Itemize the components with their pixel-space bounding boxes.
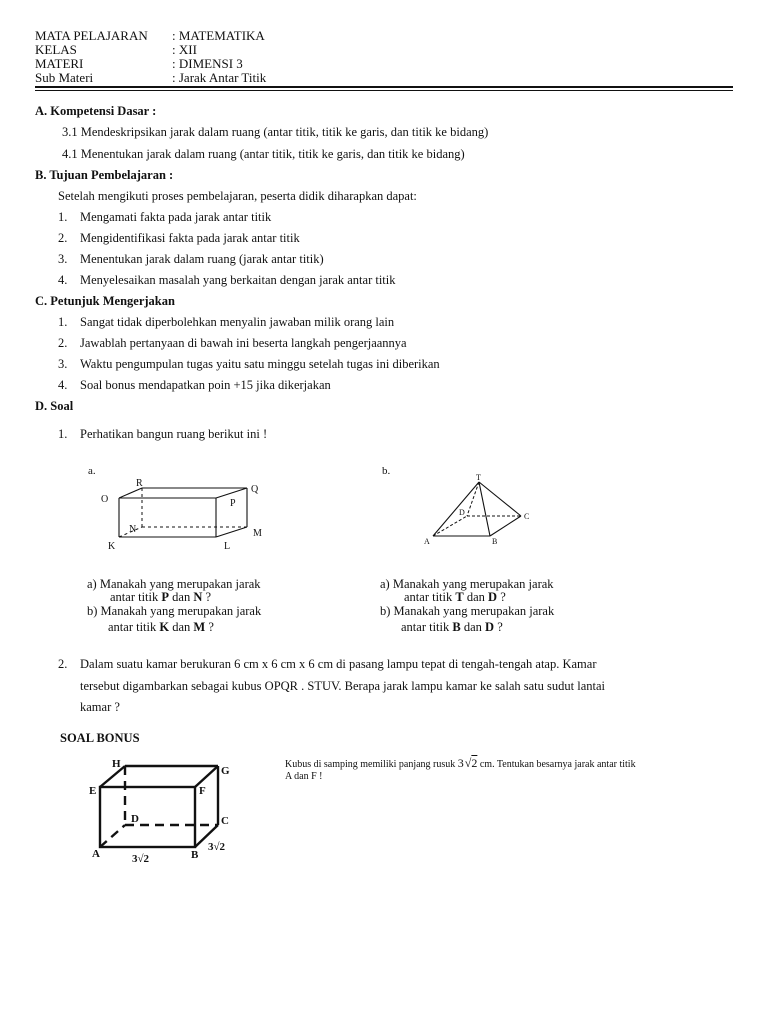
header-key-submaterial: Sub Materi [35, 70, 94, 85]
point-label-D: D [459, 508, 465, 517]
list-item [58, 315, 394, 330]
section-c-title: C. Petunjuk Mengerjakan [35, 294, 175, 308]
point-label-H: H [112, 758, 121, 770]
list-number: 3. [58, 357, 68, 371]
list-item [58, 357, 440, 372]
section-d-title: D. Soal [35, 399, 74, 413]
list-item [58, 231, 300, 246]
header-value-material: : DIMENSI 3 [172, 56, 243, 71]
list-text: Mengidentifikasi fakta pada jarak antar titik [80, 231, 300, 245]
point-label-D: D [131, 813, 139, 825]
point-label-C: C [221, 815, 229, 827]
bonus-title: SOAL BONUS [60, 731, 140, 745]
point-label-A: A [92, 848, 100, 860]
point-label-E: E [89, 785, 97, 797]
edge-label-bottom: 3√2 [132, 853, 150, 865]
list-item [58, 273, 396, 288]
header-rule-thin [35, 90, 733, 91]
bonus-text-line2: A dan F ! [285, 771, 323, 782]
figure-b-label: b. [382, 465, 391, 477]
point-label-M: M [253, 528, 262, 539]
fig-b-question-b-line2: antar titik B dan D ? [401, 620, 503, 634]
header-key-material: MATERI [35, 56, 84, 71]
list-number: 4. [58, 378, 68, 392]
pyramid-figure-b [418, 472, 543, 552]
question-2-line: Dalam suatu kamar berukuran 6 cm x 6 cm x 6 cm di pasang lampu tepat di tengah-tengah atap. Kamar [80, 657, 597, 671]
point-label-T: T [476, 473, 481, 482]
cube-figure-bonus [85, 752, 245, 870]
bonus-text-line1: Kubus di samping memiliki panjang rusuk 3 √2 cm. Tentukan besarnya jarak antar titik [285, 756, 636, 770]
fig-a-question-b-line1: b) Manakah yang merupakan jarak [87, 604, 262, 618]
cuboid-figure-a [95, 476, 280, 556]
header-value-class: : XII [172, 42, 197, 57]
list-number: 1. [58, 315, 68, 329]
header-key-subject: MATA PELAJARAN [35, 28, 148, 43]
fig-a-question-a-line1: a) Manakah yang merupakan jarak [87, 577, 261, 591]
fig-b-question-a-line1: a) Manakah yang merupakan jarak [380, 577, 554, 591]
list-item [58, 336, 407, 351]
point-label-N: N [129, 524, 137, 535]
list-number: 2. [58, 336, 68, 350]
point-label-Q: Q [251, 484, 259, 495]
fig-b-question-a-line2: antar titik T dan D ? [404, 590, 506, 604]
list-number: 3. [58, 252, 68, 266]
header-value-submaterial: : Jarak Antar Titik [172, 70, 267, 85]
list-text: Waktu pengumpulan tugas yaitu satu minggu setelah tugas ini diberikan [80, 357, 440, 371]
list-number: 2. [58, 231, 68, 245]
question-2-line: tersebut digambarkan sebagai kubus OPQR . STUV. Berapa jarak lampu kamar ke salah satu sudut lantai [80, 679, 605, 693]
point-label-P: P [230, 498, 236, 509]
list-text: Mengamati fakta pada jarak antar titik [80, 210, 272, 224]
section-a-item: 4.1 Menentukan jarak dalam ruang (antar titik, titik ke garis, dan titik ke bidang) [62, 147, 465, 161]
point-label-L: L [224, 541, 231, 552]
list-item [58, 378, 331, 393]
question-2-line: kamar ? [80, 700, 120, 714]
list-item [58, 252, 324, 267]
question-2-number: 2. [58, 657, 68, 671]
point-label-R: R [136, 478, 143, 489]
figure-a-label: a. [88, 465, 96, 477]
list-number: 1. [58, 210, 68, 224]
fig-b-question-b-line1: b) Manakah yang merupakan jarak [380, 604, 555, 618]
header-key-class: KELAS [35, 42, 77, 57]
point-label-B: B [492, 537, 498, 546]
list-text: Soal bonus mendapatkan poin +15 jika dikerjakan [80, 378, 331, 392]
question-1 [58, 427, 267, 442]
question-number: 1. [58, 427, 68, 441]
point-label-G: G [221, 765, 230, 777]
fig-a-question-b-line2: antar titik K dan M ? [108, 620, 214, 634]
section-a-item: 3.1 Mendeskripsikan jarak dalam ruang (antar titik, titik ke garis, dan titik ke bidang) [62, 125, 489, 139]
section-a-title: A. Kompetensi Dasar : [35, 104, 157, 118]
header-value-subject: : MATEMATIKA [172, 28, 265, 43]
point-label-O: O [101, 494, 109, 505]
section-b-intro: Setelah mengikuti proses pembelajaran, peserta didik diharapkan dapat: [58, 189, 417, 203]
fig-a-question-a-line2: antar titik P dan N ? [110, 590, 212, 604]
point-label-F: F [199, 785, 206, 797]
list-item [58, 210, 271, 225]
list-text: Menyelesaikan masalah yang berkaitan dengan jarak antar titik [80, 273, 396, 287]
point-label-A: A [424, 537, 430, 546]
list-text: Jawablah pertanyaan di bawah ini beserta langkah pengerjaannya [80, 336, 407, 350]
header-rule-thick [35, 86, 733, 88]
list-text: Sangat tidak diperbolehkan menyalin jawaban milik orang lain [80, 315, 395, 329]
list-number: 4. [58, 273, 68, 287]
point-label-K: K [108, 541, 116, 552]
list-text: Menentukan jarak dalam ruang (jarak antar titik) [80, 252, 324, 266]
question-text: Perhatikan bangun ruang berikut ini ! [80, 427, 268, 441]
section-b-title: B. Tujuan Pembelajaran : [35, 168, 174, 182]
edge-label-side: 3√2 [208, 841, 226, 853]
point-label-C: C [524, 512, 530, 521]
point-label-B: B [191, 849, 199, 861]
